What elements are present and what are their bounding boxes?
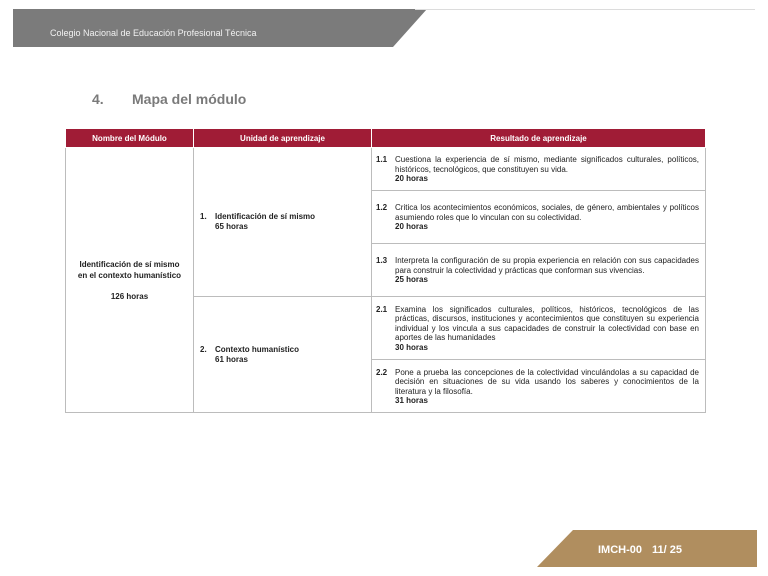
result-number: 2.2 (376, 367, 388, 377)
unit-name: Contexto humanístico (215, 344, 300, 354)
result-number: 1.3 (376, 256, 388, 266)
result-cell (372, 297, 706, 360)
result-cell (372, 191, 706, 244)
unit-hours: 65 horas (215, 222, 248, 231)
result-item (376, 368, 699, 406)
section-title (92, 91, 246, 107)
footer-label (598, 544, 682, 556)
result-item (376, 155, 699, 184)
header-cell-module: Nombre del Módulo (66, 129, 194, 148)
unit-name: Identificación de sí mismo (215, 212, 316, 221)
section-number: 4. (92, 91, 104, 107)
result-hours: 31 horas (395, 396, 428, 405)
result-item (376, 203, 699, 232)
result-content (395, 256, 699, 285)
result-hours: 20 horas (395, 222, 428, 232)
module-hours: 126 horas (110, 291, 149, 301)
module-name: Identificación de sí mismo en el contexto humanístico (77, 259, 182, 280)
result-number: 1.1 (376, 155, 388, 165)
unit-cell (194, 297, 372, 413)
header-divider (415, 9, 755, 10)
module-cell (66, 148, 194, 413)
result-content (395, 203, 699, 232)
footer-page-number: 11/ 25 (652, 544, 682, 556)
result-item (376, 305, 699, 353)
header-institution: Colegio Nacional de Educación Profesional Técnica (50, 28, 257, 38)
unit-heading (200, 212, 365, 222)
result-hours: 20 horas (395, 174, 428, 184)
result-cell (372, 360, 706, 413)
result-text: Pone a prueba las concepciones de la colectividad vinculándolas a su capacidad de decisión en situaciones de su vida usando los saberes y conocimientos de la literatura y la filosofía. (395, 367, 699, 396)
unit-number: 1. (200, 212, 207, 221)
result-hours: 25 horas (395, 275, 428, 285)
result-content (395, 368, 699, 406)
table-row (66, 148, 706, 191)
footer-code: IMCH-00 (598, 544, 643, 556)
result-text: Interpreta la configuración de su propia experiencia en relación con sus capacidades para construir la colectividad y prácticas que conforman sus vivencias. (395, 256, 699, 275)
result-text: Critica los acontecimientos económicos, sociales, de género, ambientales y políticos asumiendo roles que lo vinculan con su colectividad. (395, 203, 699, 222)
module-map-table (65, 128, 706, 413)
result-hours: 30 horas (395, 342, 428, 352)
result-content (395, 155, 699, 184)
result-content (395, 305, 699, 353)
unit-hours: 61 horas (215, 354, 248, 364)
header-cell-unit: Unidad de aprendizaje (194, 129, 372, 148)
result-number: 2.1 (376, 304, 388, 314)
table-header-row (66, 129, 706, 148)
section-title-text: Mapa del módulo (132, 91, 247, 107)
result-text: Cuestiona la experiencia de sí mismo, mediante significados culturales, políticos, históricos, tecnológicos, que constituyen su vida. (395, 155, 699, 174)
result-number: 1.2 (376, 203, 388, 213)
unit-heading (200, 345, 365, 355)
result-cell (372, 148, 706, 191)
result-item (376, 256, 699, 285)
header-cell-result: Resultado de aprendizaje (372, 129, 706, 148)
result-text: Examina los significados culturales, políticos, históricos, tecnológicos de las prácticas, discursos, instituciones y acontecimientos que constituyen su experiencia individual y los vincula a sus capacidades de construir la colectividad con base en aportes de las humanidades (395, 304, 699, 343)
unit-cell (194, 148, 372, 297)
result-cell (372, 244, 706, 297)
unit-number: 2. (200, 344, 207, 354)
